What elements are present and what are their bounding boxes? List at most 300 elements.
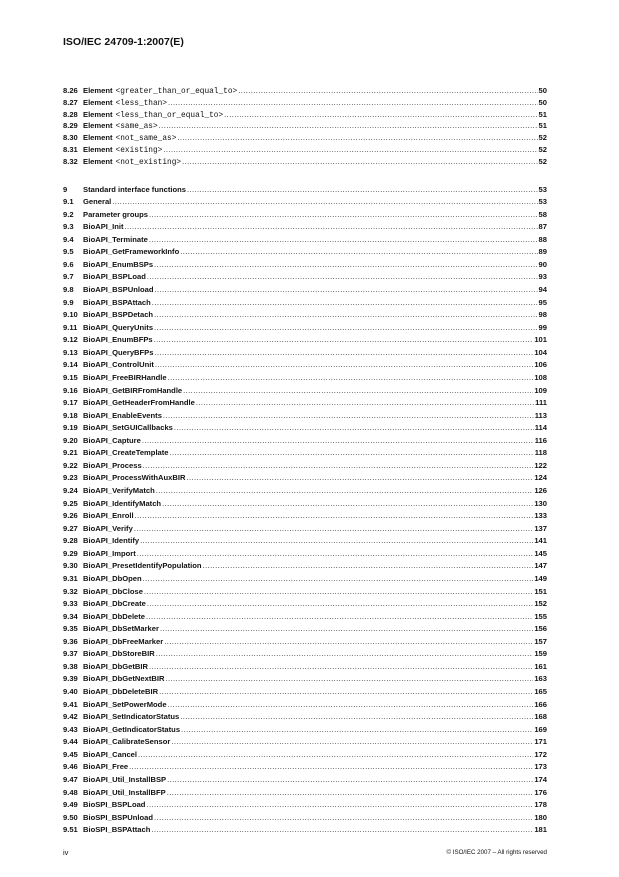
toc-entry-code: <not_same_as> (115, 135, 177, 144)
toc-entry-title: BioAPI_DbClose (83, 586, 143, 596)
toc-entry-page: 137 (534, 523, 547, 533)
toc-entry-number: 9.22 (63, 460, 78, 470)
toc-entry-page: 181 (534, 825, 547, 835)
toc-entry-page: 114 (534, 423, 547, 433)
toc-entry-page: 133 (534, 511, 547, 521)
toc-entry-title: BioAPI_Enroll (83, 511, 134, 521)
toc-entry[interactable] (63, 799, 547, 812)
toc-entry[interactable] (63, 410, 547, 423)
toc-entry-label: Element (83, 86, 113, 95)
toc-entry-page: 104 (534, 347, 547, 357)
toc-entry-number: 9.9 (63, 297, 74, 307)
toc-entry-page: 151 (534, 586, 547, 596)
toc-entry-title: BioAPI_Util_InstallBFP (83, 787, 166, 797)
toc-entry-number: 9.12 (63, 335, 78, 345)
toc-entry-title: BioAPI_DbStoreBIR (83, 649, 155, 659)
toc-entry-title: BioAPI_Import (83, 548, 136, 558)
toc-entry[interactable] (63, 271, 547, 284)
toc-entry-number: 9.47 (63, 774, 78, 784)
toc-entry-title: BioAPI_ControlUnit (83, 360, 154, 370)
toc-entry[interactable] (63, 661, 547, 674)
toc-entry-number: 9.5 (63, 247, 74, 257)
dot-leader (154, 322, 538, 335)
toc-entry-title: BioAPI_GetHeaderFromHandle (83, 398, 195, 408)
dot-leader (146, 611, 533, 624)
dot-leader (163, 410, 534, 423)
toc-entry-number: 9.37 (63, 649, 78, 659)
dot-leader (154, 259, 538, 272)
toc-entry[interactable] (63, 221, 547, 234)
toc-entry-title: BioAPI_DbGetNextBIR (83, 674, 165, 684)
dot-leader (182, 156, 537, 168)
toc-entry-code: <same_as> (115, 123, 158, 132)
toc-entry-label: Element (83, 144, 113, 154)
toc-entry-title: BioAPI_BSPAttach (83, 297, 151, 307)
toc-entry-number: 8.28 (63, 109, 78, 119)
toc-entry-title: BioAPI_GetIndicatorStatus (83, 724, 181, 734)
dot-leader (154, 334, 534, 347)
toc-entry-page: 180 (534, 812, 547, 822)
toc-entry-number: 9.39 (63, 674, 78, 684)
toc-entry-number: 9.26 (63, 511, 78, 521)
toc-entry[interactable] (63, 460, 547, 473)
toc-entry-page: 147 (534, 561, 547, 571)
dot-leader (143, 460, 534, 473)
toc-entry[interactable] (63, 234, 547, 247)
dot-leader (196, 397, 534, 410)
toc-entry-number: 8.31 (63, 144, 78, 154)
toc-entry-number: 9.8 (63, 285, 74, 294)
dot-leader (147, 598, 533, 611)
toc-entry-number: 9.17 (63, 398, 78, 408)
toc-entry[interactable] (63, 598, 547, 611)
toc-entry-title: BioAPI_Cancel (83, 749, 138, 759)
toc-entry-number: 9.11 (63, 322, 78, 332)
toc-entry-code: <existing> (115, 146, 163, 155)
toc-entry-number: 9.44 (63, 737, 78, 747)
toc-entry-page: 173 (534, 762, 547, 772)
toc-entry[interactable] (63, 510, 547, 523)
dot-leader (151, 824, 533, 837)
toc-entry[interactable] (63, 824, 547, 837)
toc-entry[interactable] (63, 435, 547, 448)
toc-entry-page: 109 (534, 385, 547, 395)
toc-entry-page: 99 (538, 322, 547, 332)
toc-entry-number: 9.29 (63, 548, 78, 558)
toc-entry-number: 9.42 (63, 712, 78, 722)
toc-entry-number: 9.3 (63, 222, 74, 232)
toc-entry[interactable] (63, 322, 547, 335)
toc-entry[interactable] (63, 611, 547, 624)
toc-entry-number: 8.29 (63, 121, 78, 131)
toc-entry-page: 172 (534, 749, 547, 759)
dot-leader (167, 787, 534, 800)
toc-entry-label: Element (83, 109, 113, 119)
toc-entry[interactable] (63, 623, 547, 636)
dot-leader (125, 221, 538, 234)
toc-entry-number: 9.24 (63, 486, 78, 495)
toc-entry[interactable] (63, 144, 547, 156)
toc-entry-page: 165 (534, 687, 547, 696)
toc-entry-page: 152 (534, 599, 547, 609)
dot-leader (164, 636, 533, 649)
toc-entry-page: 156 (534, 624, 547, 634)
toc-entry-page: 155 (534, 611, 547, 621)
toc-entry-number: 9.33 (63, 599, 78, 609)
toc-entry-page: 98 (538, 310, 547, 320)
toc-entry-page: 171 (534, 737, 547, 747)
toc-entry-title: BioAPI_DbDelete (83, 611, 146, 621)
document-header: ISO/IEC 24709-1:2007(E) (63, 36, 184, 48)
dot-leader (180, 711, 533, 724)
toc-entry-title: BioAPI_FreeBIRHandle (83, 372, 167, 382)
toc-entry[interactable] (63, 120, 547, 132)
toc-entry-number: 8.32 (63, 156, 78, 166)
toc-entry-number: 9.15 (63, 372, 78, 382)
toc-entry-label: Element (83, 156, 113, 166)
toc-entry[interactable] (63, 636, 547, 649)
toc-entry-number: 9.46 (63, 762, 78, 772)
dot-leader (143, 573, 534, 586)
toc-entry-number: 9.45 (63, 749, 78, 759)
dot-leader (165, 673, 533, 686)
dot-leader (203, 560, 534, 573)
toc-entry[interactable] (63, 498, 547, 511)
dot-leader (142, 435, 534, 448)
dot-leader (134, 523, 534, 536)
toc-entry[interactable] (63, 673, 547, 686)
toc-entry-title: BioAPI_Init (83, 222, 124, 232)
toc-entry[interactable] (63, 372, 547, 385)
dot-leader (168, 97, 538, 109)
toc-entry[interactable] (63, 573, 547, 586)
toc-entry-page: 149 (534, 573, 547, 583)
dot-leader (174, 422, 534, 435)
dot-leader (149, 209, 538, 222)
dot-leader (167, 774, 533, 787)
toc-entry-page: 130 (534, 498, 547, 508)
toc-entry-title: BioAPI_CreateTemplate (83, 448, 169, 458)
toc-entry-number: 9.41 (63, 699, 78, 709)
toc-entry[interactable] (63, 385, 547, 398)
toc-entry-number: 9.7 (63, 272, 74, 282)
toc-entry-title: BioAPI_DbGetBIR (83, 661, 148, 671)
toc-entry[interactable] (63, 422, 547, 435)
toc-entry[interactable] (63, 812, 547, 825)
toc-entry-title: BioAPI_Capture (83, 435, 141, 445)
toc-entry[interactable] (63, 97, 547, 109)
footer-page-number: iv (63, 848, 69, 857)
toc-entry-number: 9.43 (63, 724, 78, 734)
toc-entry-number: 9.19 (63, 423, 78, 433)
toc-entry-number: 9.4 (63, 234, 74, 244)
toc-entry-number: 9.23 (63, 473, 78, 483)
toc-entry-title: BioAPI_DbDeleteBIR (83, 687, 159, 696)
toc-entry-number: 9.20 (63, 435, 78, 445)
toc-entry-number: 9.6 (63, 259, 74, 269)
toc-entry-title: BioAPI_Terminate (83, 234, 148, 244)
toc-entry-page: 88 (538, 234, 547, 244)
toc-entry-page: 93 (538, 272, 547, 282)
toc-entry-number: 9.18 (63, 410, 78, 420)
toc-entry-label: Element (83, 133, 113, 143)
toc-entry-title: BioAPI_Util_InstallBSP (83, 774, 167, 784)
dot-leader (149, 234, 538, 247)
dot-leader (183, 385, 533, 398)
toc-entry[interactable] (63, 156, 547, 168)
dot-leader (168, 699, 534, 712)
dot-leader (112, 196, 537, 209)
dot-leader (159, 686, 533, 699)
toc-entry-page: 108 (534, 372, 547, 382)
toc-entry-code: <greater_than_or_equal_to> (115, 88, 238, 96)
toc-entry[interactable] (63, 523, 547, 536)
toc-entry[interactable] (63, 334, 547, 347)
toc-entry[interactable] (63, 309, 547, 322)
toc-entry-title: BioAPI_Identify (83, 536, 140, 546)
toc-entry[interactable] (63, 196, 547, 209)
toc-entry-page: 122 (534, 460, 547, 470)
toc-entry-title (83, 156, 181, 170)
dot-leader (135, 510, 534, 523)
toc-entry-title: BioAPI_EnableEvents (83, 410, 162, 420)
toc-functions-section (63, 184, 547, 837)
toc-entry-title: BioAPI_EnumBSPs (83, 259, 154, 269)
toc-entry[interactable] (63, 184, 547, 197)
toc-entry[interactable] (63, 472, 547, 485)
toc-entry-page: 145 (534, 548, 547, 558)
toc-entry[interactable] (63, 586, 547, 599)
toc-entry-number: 9.40 (63, 687, 78, 696)
toc-entry[interactable] (63, 259, 547, 272)
dot-leader (160, 623, 533, 636)
toc-entry-title: BioSPI_BSPUnload (83, 812, 154, 822)
dot-leader (159, 120, 538, 132)
toc-entry-title: Parameter groups (83, 209, 148, 219)
toc-entry-page: 95 (538, 297, 547, 307)
toc-entry-number: 8.26 (63, 86, 78, 95)
toc-entry-number: 9.28 (63, 536, 78, 546)
toc-entry-page: 168 (534, 712, 547, 722)
toc-entry-number: 9.21 (63, 448, 78, 458)
toc-entry[interactable] (63, 297, 547, 310)
toc-entry-title: BioAPI_SetPowerMode (83, 699, 167, 709)
toc-entry-label: Element (83, 121, 113, 131)
toc-entry-page: 52 (538, 144, 547, 154)
toc-entry[interactable] (63, 109, 547, 121)
dot-leader (156, 485, 534, 498)
toc-entry[interactable] (63, 347, 547, 360)
toc-entry-page: 126 (534, 486, 547, 495)
dot-leader (181, 724, 533, 737)
dot-leader (170, 447, 534, 460)
dot-leader (137, 548, 534, 561)
toc-entry-page: 52 (538, 133, 547, 143)
toc-entry-number: 9 (63, 184, 68, 194)
toc-entry-number: 9.14 (63, 360, 78, 370)
toc-entry-number: 9.27 (63, 523, 78, 533)
dot-leader (146, 799, 533, 812)
toc-entry-title: BioAPI_ProcessWithAuxBIR (83, 473, 186, 483)
toc-entry-number: 9.13 (63, 347, 78, 357)
dot-leader (177, 132, 537, 144)
dot-leader (144, 586, 533, 599)
toc-entry-number: 9.16 (63, 385, 78, 395)
toc-entry[interactable] (63, 359, 547, 372)
toc-entry[interactable] (63, 397, 547, 410)
toc-entry[interactable] (63, 548, 547, 561)
dot-leader (154, 284, 537, 297)
toc-entry-title: BioSPI_BSPAttach (83, 825, 151, 835)
toc-entry-page: 53 (538, 197, 547, 207)
toc-entry[interactable] (63, 787, 547, 800)
toc-entry-number: 9.2 (63, 209, 74, 219)
toc-entry-number: 9.49 (63, 800, 78, 810)
toc-entry[interactable] (63, 711, 547, 724)
dot-leader (149, 661, 533, 674)
dot-leader (238, 85, 537, 97)
toc-entry[interactable] (63, 648, 547, 661)
footer-copyright: © ISO/IEC 2007 – All rights reserved (446, 849, 547, 856)
toc-entry-title: BioAPI_CalibrateSensor (83, 737, 171, 747)
toc-entry-number: 9.51 (63, 825, 78, 835)
toc-entry-number: 9.34 (63, 611, 78, 621)
toc-entry-page: 51 (538, 121, 547, 131)
toc-entry-label: Element (83, 97, 113, 107)
toc-entry-page: 101 (534, 335, 547, 345)
toc-entry[interactable] (63, 736, 547, 749)
dot-leader (152, 297, 538, 310)
toc-entry-title: BioAPI_DbCreate (83, 599, 146, 609)
toc-entry[interactable] (63, 535, 547, 548)
toc-entry-page: 166 (534, 699, 547, 709)
toc-entry[interactable] (63, 447, 547, 460)
toc-entry-title: BioAPI_QueryBFPs (83, 347, 154, 357)
dot-leader (187, 184, 538, 197)
toc-entry-number: 8.30 (63, 133, 78, 143)
toc-entry-number: 9.36 (63, 636, 78, 646)
toc-entry-title: Standard interface functions (83, 184, 186, 194)
dot-leader (155, 359, 533, 372)
toc-entry-number: 8.27 (63, 97, 78, 107)
dot-leader (162, 498, 533, 511)
toc-entry-title: General (83, 197, 112, 207)
toc-entry-title: BioAPI_EnumBFPs (83, 335, 153, 345)
toc-entry-page: 50 (538, 86, 547, 95)
toc-entry[interactable] (63, 560, 547, 573)
toc-entry-number: 9.48 (63, 787, 78, 797)
toc-entry[interactable] (63, 686, 547, 699)
toc-entry-title: BioAPI_Process (83, 460, 142, 470)
toc-entry-number: 9.35 (63, 624, 78, 634)
toc-entry-title: BioAPI_DbSetMarker (83, 624, 159, 634)
toc-entry[interactable] (63, 246, 547, 259)
toc-entry-title: BioAPI_Free (83, 762, 129, 772)
toc-entry[interactable] (63, 749, 547, 762)
dot-leader (163, 144, 537, 156)
toc-entry[interactable] (63, 284, 547, 297)
toc-entry-page: 106 (534, 360, 547, 370)
dot-leader (171, 736, 533, 749)
toc-entry-page: 111 (535, 398, 547, 408)
toc-entry-title: BioAPI_DbFreeMarker (83, 636, 164, 646)
toc-entry[interactable] (63, 485, 547, 498)
toc-entry-page: 141 (534, 536, 547, 546)
toc-entry[interactable] (63, 774, 547, 787)
dot-leader (168, 372, 534, 385)
toc-entry-title: BioAPI_GetFrameworkInfo (83, 247, 180, 257)
toc-entry-page: 169 (534, 724, 547, 734)
toc-elements-section (63, 85, 547, 168)
toc-entry-code: <less_than_or_equal_to> (115, 111, 224, 120)
dot-leader (180, 246, 537, 259)
toc-entry-title: BioAPI_SetIndicatorStatus (83, 712, 180, 722)
toc-entry-page: 157 (534, 636, 547, 646)
toc-entry-title: BioAPI_GetBIRFromHandle (83, 385, 183, 395)
toc-entry[interactable] (63, 724, 547, 737)
toc-entry-page: 116 (534, 435, 547, 445)
toc-entry-page: 178 (534, 800, 547, 810)
toc-entry-number: 9.50 (63, 812, 78, 822)
toc-entry-number: 9.25 (63, 498, 78, 508)
dot-leader (224, 109, 537, 121)
toc-entry[interactable] (63, 85, 547, 97)
toc-entry-page: 89 (538, 247, 547, 257)
toc-entry-page: 159 (534, 649, 547, 659)
toc-entry-title: BioAPI_PresetIdentifyPopulation (83, 561, 202, 571)
toc-entry-page: 113 (534, 410, 547, 420)
dot-leader (140, 535, 533, 548)
dot-leader (186, 472, 533, 485)
dot-leader (154, 347, 533, 360)
toc-entry[interactable] (63, 132, 547, 144)
toc-entry-number: 9.32 (63, 586, 78, 596)
toc-entry-page: 53 (538, 184, 547, 194)
toc-entry-number: 9.1 (63, 197, 74, 207)
toc-entry[interactable] (63, 209, 547, 222)
toc-entry-number: 9.30 (63, 561, 78, 571)
dot-leader (147, 271, 538, 284)
toc-entry-title: BioAPI_Verify (83, 523, 133, 533)
toc-entry-page: 161 (534, 661, 547, 671)
toc-entry-title: BioAPI_BSPLoad (83, 272, 146, 282)
dot-leader (154, 309, 537, 322)
toc-entry-title: BioAPI_DbOpen (83, 573, 142, 583)
toc-entry-page: 87 (538, 222, 547, 232)
toc-entry-number: 9.38 (63, 661, 78, 671)
toc-entry[interactable] (63, 761, 547, 774)
toc-entry-number: 9.31 (63, 573, 78, 583)
toc-entry-page: 176 (534, 787, 547, 797)
toc-entry-title: BioAPI_BSPUnload (83, 285, 154, 294)
toc-entry-title: BioAPI_SetGUICallbacks (83, 423, 173, 433)
toc-entry-page: 52 (538, 156, 547, 166)
dot-leader (156, 648, 534, 661)
dot-leader (154, 812, 533, 825)
toc-entry[interactable] (63, 699, 547, 712)
toc-entry-code: <not_existing> (115, 158, 182, 167)
toc-entry-title: BioAPI_IdentifyMatch (83, 498, 162, 508)
toc-entry-title: BioAPI_BSPDetach (83, 310, 154, 320)
toc-entry-title: BioAPI_QueryUnits (83, 322, 154, 332)
toc-entry-page: 174 (534, 774, 547, 784)
toc-entry-page: 94 (538, 285, 547, 294)
toc-entry-page: 58 (538, 209, 547, 219)
toc-entry-page: 51 (538, 109, 547, 119)
dot-leader (129, 761, 533, 774)
toc-entry-page: 118 (534, 448, 547, 458)
toc-entry-code: <less_than> (115, 99, 168, 108)
